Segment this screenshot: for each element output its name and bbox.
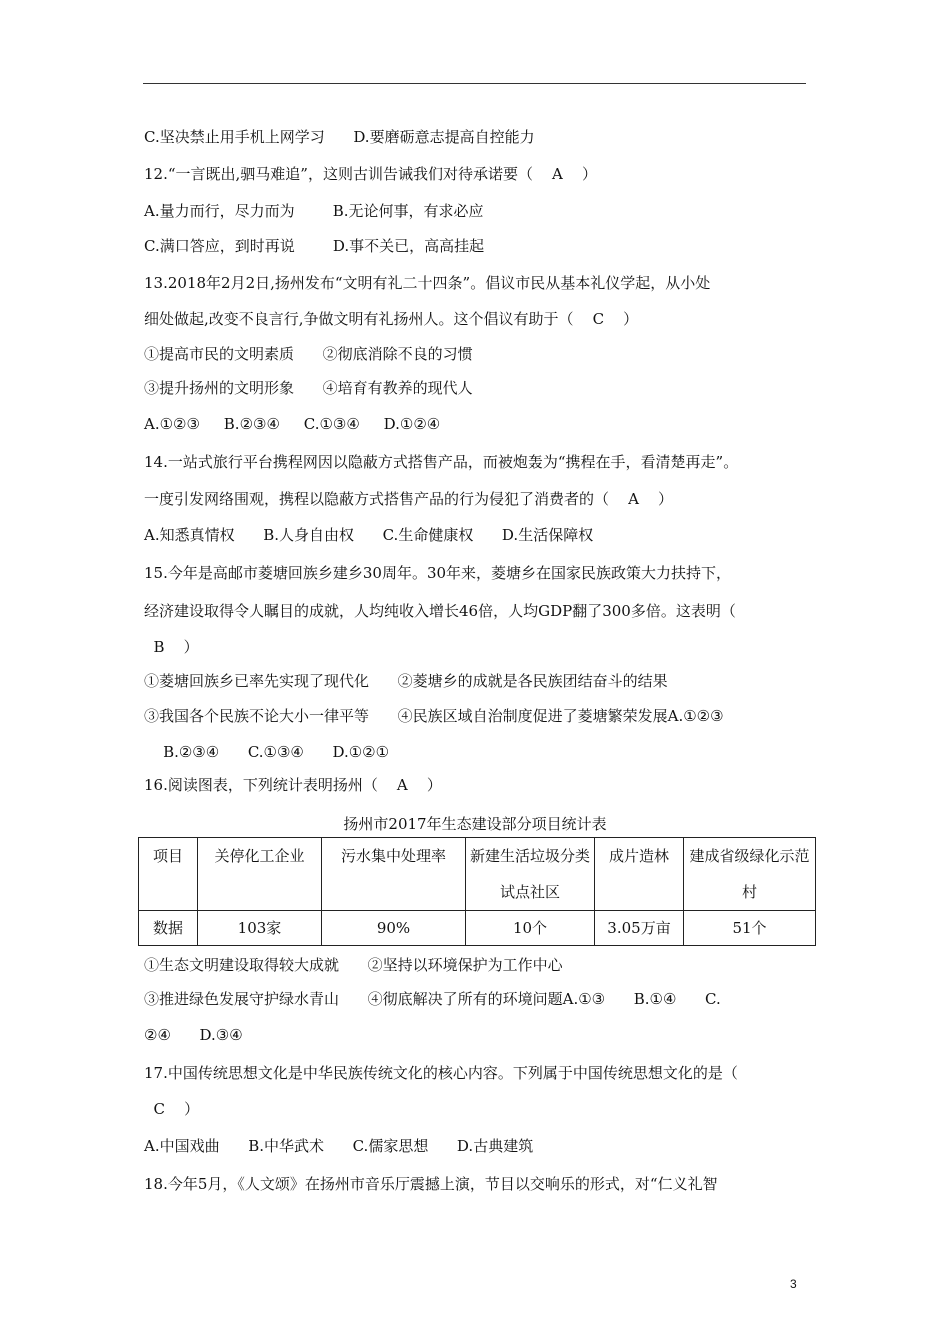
text-line: ①菱塘回族乡已率先实现了现代化 ②菱塘乡的成就是各民族团结奋斗的结果: [144, 672, 668, 690]
text-line: ③提升扬州的文明形象 ④培育有教养的现代人: [144, 379, 473, 397]
table-header-cell: 项目: [139, 838, 198, 911]
table-cell: 103家: [198, 911, 322, 946]
text-line: ①生态文明建设取得较大成就 ②坚持以环境保护为工作中心: [144, 956, 563, 974]
text-line: 细处做起,改变不良言行,争做文明有礼扬州人。这个倡议有助于（ C ）: [144, 310, 639, 328]
text-line: ③我国各个民族不论大小一律平等 ④民族区域自治制度促进了菱塘繁荣发展A.①②③: [144, 707, 724, 725]
table-row: [139, 911, 816, 946]
table-header-cell: 污水集中处理率: [322, 838, 466, 911]
table-header-cell: 建成省级绿化示范村: [684, 838, 816, 911]
text-line: A.①②③ B.②③④ C.①③④ D.①②④: [144, 415, 441, 433]
text-line: 一度引发网络围观，携程以隐蔽方式搭售产品的行为侵犯了消费者的（ A ）: [144, 490, 673, 508]
text-line: A.知悉真情权 B.人身自由权 C.生命健康权 D.生活保障权: [144, 526, 594, 544]
question-17: 17.中国传统思想文化是中华民族传统文化的核心内容。下列属于中国传统思想文化的是（: [144, 1064, 738, 1082]
table-header-cell: 新建生活垃圾分类试点社区: [466, 838, 595, 911]
text-line: B ）: [144, 638, 199, 656]
question-16: 16.阅读图表，下列统计表明扬州（ A ）: [144, 776, 442, 794]
text-line: C.满口答应，到时再说 D.事不关已，高高挂起: [144, 237, 485, 255]
question-14: 14.一站式旅行平台携程网因以隐蔽方式搭售产品，而被炮轰为“携程在手，看清楚再走”。: [144, 453, 739, 471]
table-header-row: [139, 838, 816, 911]
question-13: 13.2018年2月2日,扬州发布“文明有礼二十四条”。倡议市民从基本礼仪学起，从小处: [144, 274, 711, 292]
table-header-cell: 成片造林: [595, 838, 684, 911]
question-12: 12.“一言既出,驷马难追”，这则古训告诫我们对待承诺要（ A ）: [144, 165, 597, 183]
text-line: A.量力而行，尽力而为 B.无论何事，有求必应: [144, 202, 484, 220]
table-title: 扬州市2017年生态建设部分项目统计表: [343, 815, 607, 833]
text-line: ①提高市民的文明素质 ②彻底消除不良的习惯: [144, 345, 473, 363]
table-cell: 51个: [684, 911, 816, 946]
text-line: B.②③④ C.①③④ D.①②①: [144, 743, 390, 761]
table-cell: 10个: [466, 911, 595, 946]
question-18: 18.今年5月，《人文颂》在扬州市音乐厅震撼上演，节目以交响乐的形式，对“仁义礼智: [144, 1175, 718, 1193]
table-cell: 3.05万亩: [595, 911, 684, 946]
header-rule: [143, 83, 806, 84]
text-line: ③推进绿色发展守护绿水青山 ④彻底解决了所有的环境问题A.①③ B.①④ C.: [144, 990, 721, 1008]
table-header-cell: 关停化工企业: [198, 838, 322, 911]
text-line: C.坚决禁止用手机上网学习 D.要磨砺意志提高自控能力: [144, 128, 535, 146]
text-line: 经济建设取得令人瞩目的成就，人均纯收入增长46倍，人均GDP翻了300多倍。这表明（: [144, 602, 736, 620]
statistics-table: [138, 837, 816, 946]
text-line: ②④ D.③④: [144, 1026, 243, 1044]
page-number: 3: [790, 1277, 797, 1291]
question-15: 15.今年是高邮市菱塘回族乡建乡30周年。30年来，菱塘乡在国家民族政策大力扶持下，: [144, 564, 732, 582]
text-line: A.中国戏曲 B.中华武术 C.儒家思想 D.古典建筑: [144, 1137, 534, 1155]
text-line: C ）: [144, 1100, 200, 1118]
table-cell: 90%: [322, 911, 466, 946]
table-cell: 数据: [139, 911, 198, 946]
